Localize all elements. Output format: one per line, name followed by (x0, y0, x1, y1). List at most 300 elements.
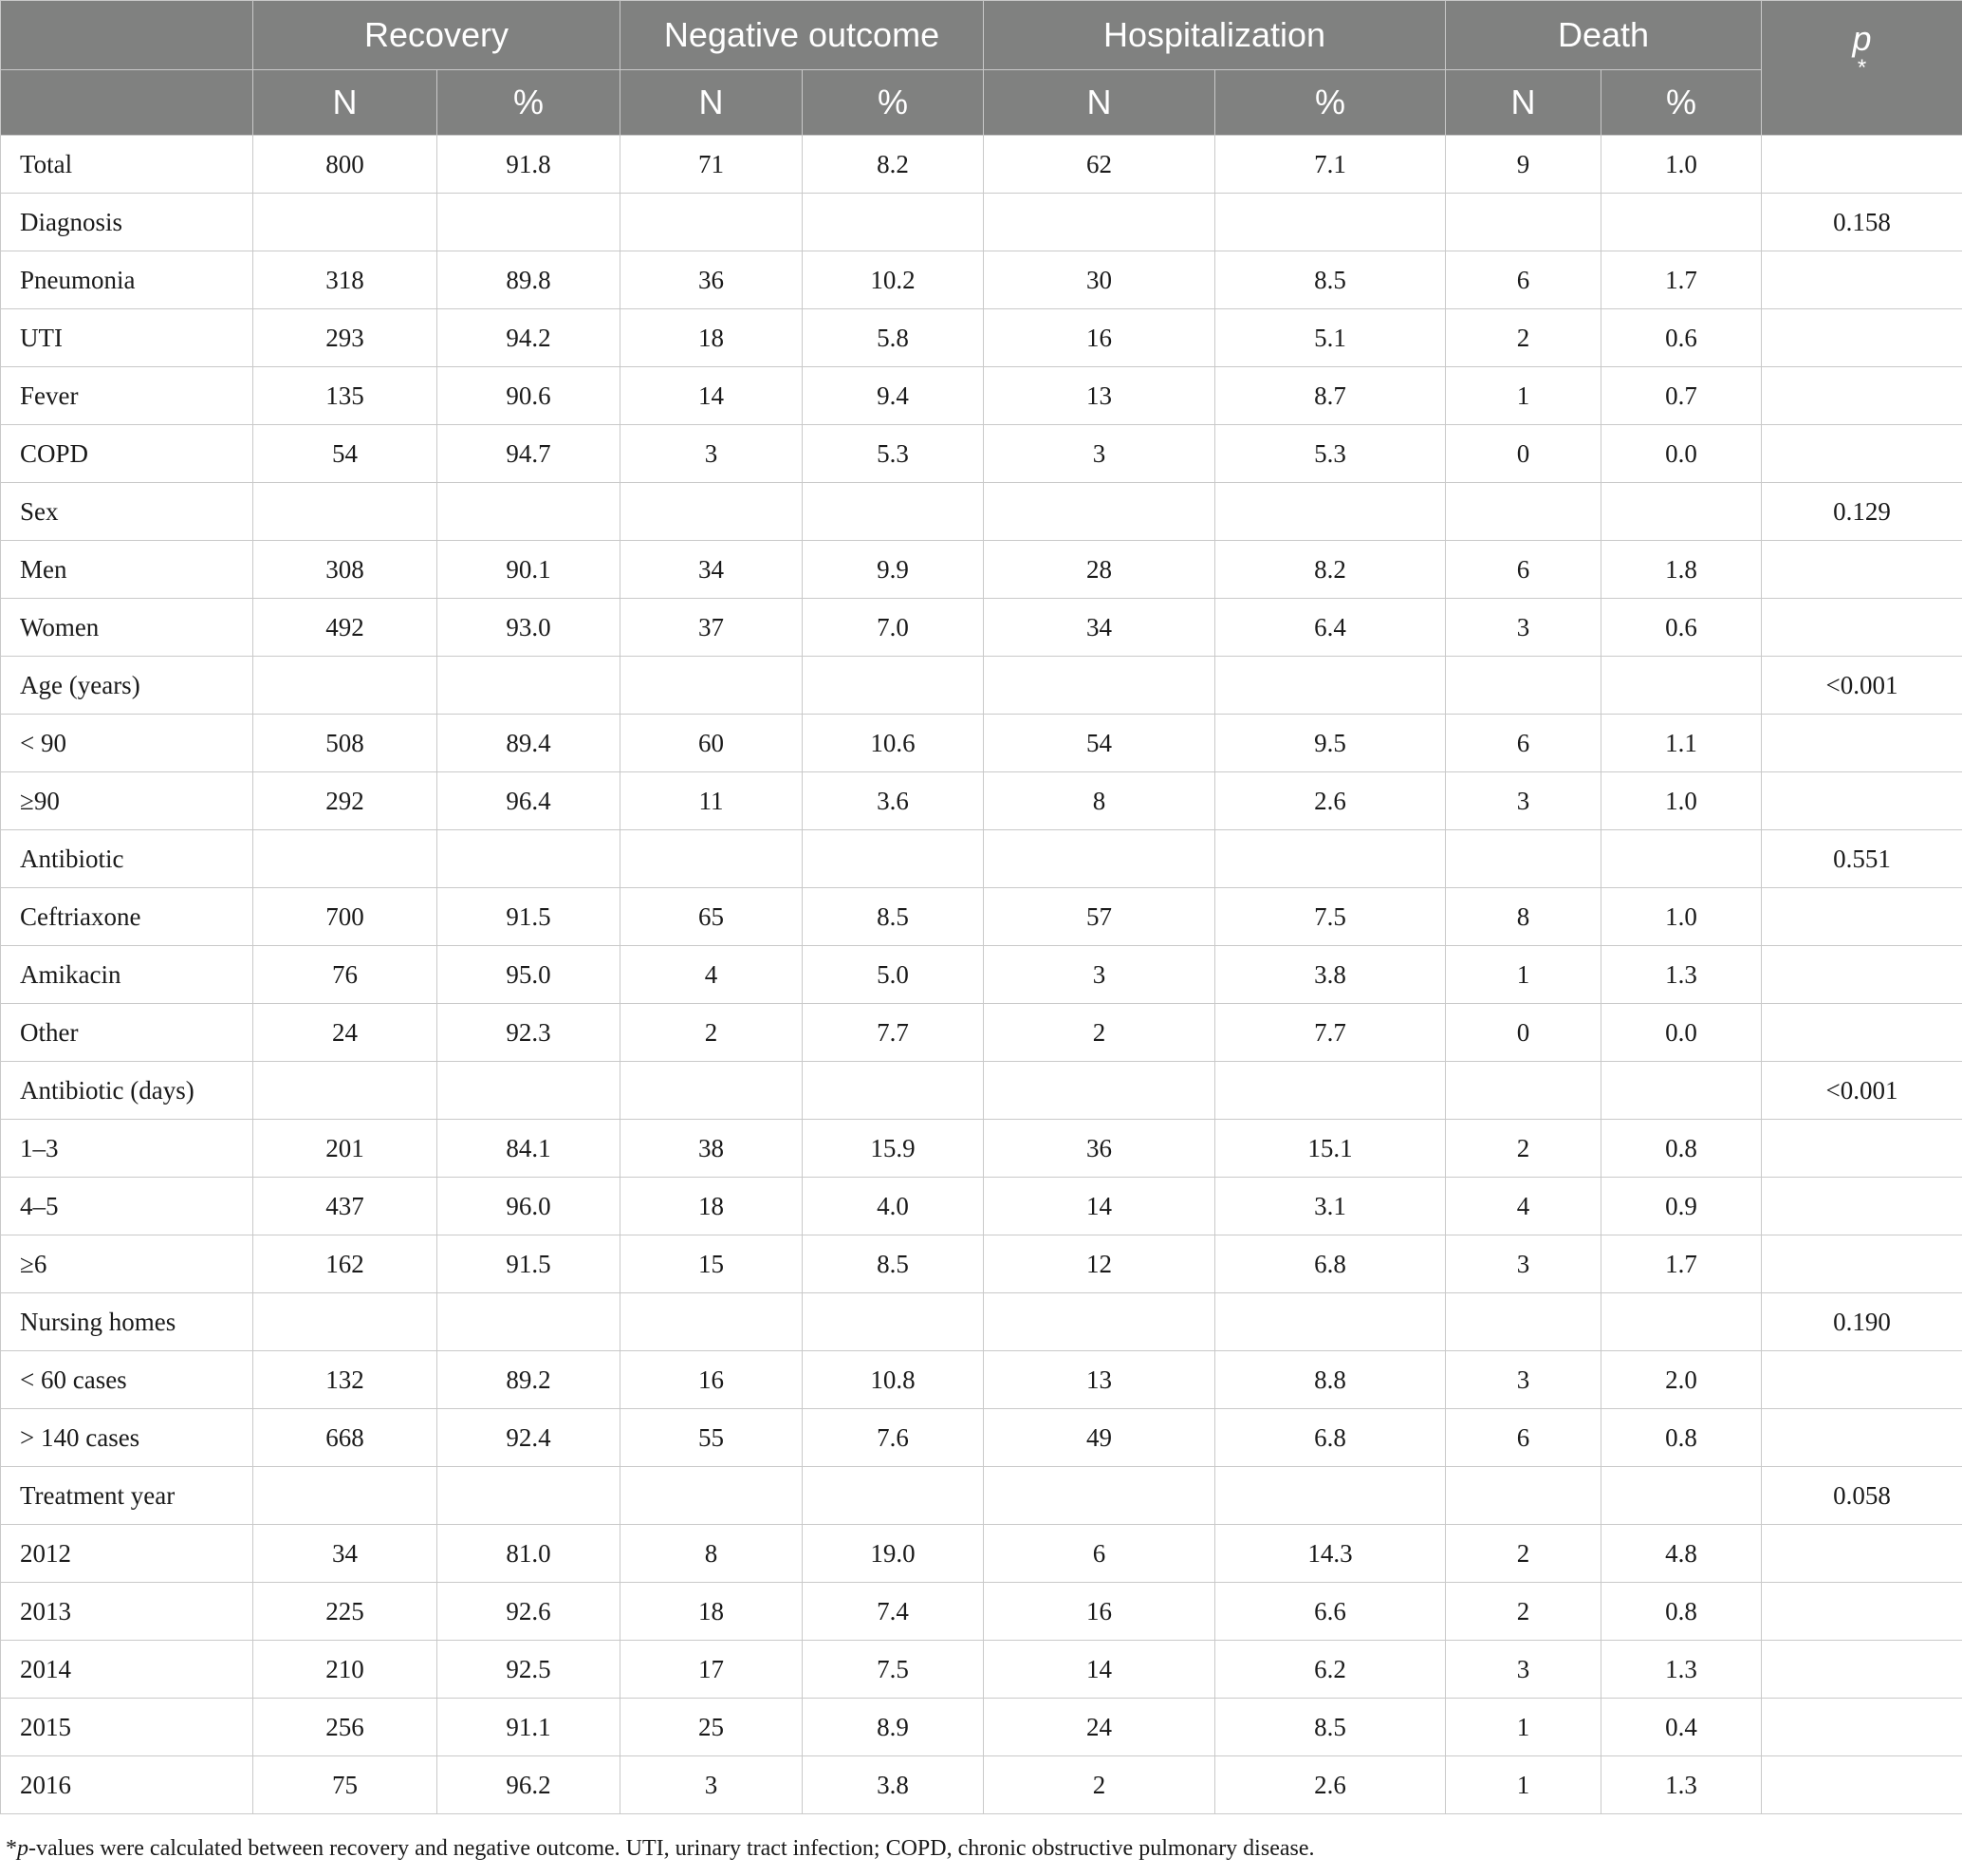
cell-p-value (1762, 1178, 1962, 1235)
cell-recovery-n: 75 (253, 1756, 437, 1814)
subheader-negative-pct: % (803, 70, 984, 136)
cell-hospitalization-n: 49 (984, 1409, 1215, 1467)
cell-p-value: 0.158 (1762, 194, 1962, 251)
cell-negative-pct: 10.8 (803, 1351, 984, 1409)
cell-p-value: 0.129 (1762, 483, 1962, 541)
cell-hospitalization-pct: 7.1 (1215, 136, 1446, 194)
cell-hospitalization-pct: 8.5 (1215, 1699, 1446, 1756)
cell-negative-pct: 9.9 (803, 541, 984, 599)
row-label: COPD (1, 425, 253, 483)
cell-recovery-n (253, 657, 437, 715)
cell-recovery-pct: 94.2 (437, 309, 620, 367)
cell-recovery-n: 76 (253, 946, 437, 1004)
cell-p-value (1762, 946, 1962, 1004)
cell-negative-n: 18 (620, 309, 803, 367)
cell-hospitalization-n: 28 (984, 541, 1215, 599)
cell-death-pct: 1.7 (1601, 1235, 1762, 1293)
cell-death-pct: 1.1 (1601, 715, 1762, 772)
cell-hospitalization-pct: 6.8 (1215, 1235, 1446, 1293)
cell-hospitalization-n: 34 (984, 599, 1215, 657)
row-label: Other (1, 1004, 253, 1062)
row-label: 2016 (1, 1756, 253, 1814)
cell-negative-pct: 7.7 (803, 1004, 984, 1062)
cell-p-value: 0.551 (1762, 830, 1962, 888)
row-label: Women (1, 599, 253, 657)
cell-p-value (1762, 1756, 1962, 1814)
cell-death-n (1446, 194, 1601, 251)
cell-hospitalization-n (984, 1467, 1215, 1525)
cell-death-n: 3 (1446, 1351, 1601, 1409)
cell-death-pct: 0.0 (1601, 1004, 1762, 1062)
cell-hospitalization-pct: 8.8 (1215, 1351, 1446, 1409)
cell-negative-pct: 5.0 (803, 946, 984, 1004)
cell-negative-n: 25 (620, 1699, 803, 1756)
header-corner-cell (1, 1, 253, 70)
cell-hospitalization-pct (1215, 194, 1446, 251)
cell-negative-pct: 3.8 (803, 1756, 984, 1814)
cell-hospitalization-n: 54 (984, 715, 1215, 772)
cell-negative-pct: 4.0 (803, 1178, 984, 1235)
cell-negative-n (620, 657, 803, 715)
cell-negative-pct: 8.5 (803, 1235, 984, 1293)
cell-death-n: 6 (1446, 541, 1601, 599)
subheader-death-n: N (1446, 70, 1601, 136)
row-label: Antibiotic (1, 830, 253, 888)
table-header (1, 1, 1962, 136)
cell-recovery-n: 492 (253, 599, 437, 657)
cell-death-pct: 0.6 (1601, 599, 1762, 657)
cell-recovery-pct: 92.5 (437, 1641, 620, 1699)
cell-recovery-n: 292 (253, 772, 437, 830)
cell-recovery-pct (437, 830, 620, 888)
table-row (1, 194, 1962, 251)
cell-negative-pct (803, 830, 984, 888)
cell-death-n: 6 (1446, 251, 1601, 309)
cell-recovery-pct: 91.5 (437, 1235, 620, 1293)
cell-negative-pct (803, 657, 984, 715)
cell-death-n: 2 (1446, 309, 1601, 367)
cell-recovery-pct: 96.4 (437, 772, 620, 830)
row-label: Ceftriaxone (1, 888, 253, 946)
cell-negative-pct: 19.0 (803, 1525, 984, 1583)
cell-death-pct: 0.9 (1601, 1178, 1762, 1235)
cell-recovery-pct: 94.7 (437, 425, 620, 483)
cell-negative-n (620, 1293, 803, 1351)
p-value-label: p (1852, 19, 1872, 58)
cell-recovery-n: 256 (253, 1699, 437, 1756)
cell-recovery-pct: 91.8 (437, 136, 620, 194)
row-label: Men (1, 541, 253, 599)
subheader-negative-n: N (620, 70, 803, 136)
cell-negative-pct: 7.4 (803, 1583, 984, 1641)
cell-recovery-n: 668 (253, 1409, 437, 1467)
cell-recovery-n: 800 (253, 136, 437, 194)
row-label: < 60 cases (1, 1351, 253, 1409)
cell-death-n: 2 (1446, 1525, 1601, 1583)
table-row (1, 1467, 1962, 1525)
cell-negative-n: 3 (620, 1756, 803, 1814)
table-row (1, 1235, 1962, 1293)
subheader-hospitalization-n: N (984, 70, 1215, 136)
row-label: UTI (1, 309, 253, 367)
cell-death-n: 3 (1446, 1641, 1601, 1699)
table-row (1, 830, 1962, 888)
row-label: Diagnosis (1, 194, 253, 251)
cell-hospitalization-pct: 15.1 (1215, 1120, 1446, 1178)
row-label: Age (years) (1, 657, 253, 715)
row-label: 4–5 (1, 1178, 253, 1235)
table-row (1, 1641, 1962, 1699)
row-label: Fever (1, 367, 253, 425)
cell-death-n: 6 (1446, 1409, 1601, 1467)
cell-hospitalization-n: 57 (984, 888, 1215, 946)
cell-hospitalization-n (984, 830, 1215, 888)
cell-p-value (1762, 888, 1962, 946)
cell-negative-pct (803, 1467, 984, 1525)
table-row (1, 309, 1962, 367)
cell-p-value (1762, 1409, 1962, 1467)
cell-p-value (1762, 1120, 1962, 1178)
cell-hospitalization-pct: 3.1 (1215, 1178, 1446, 1235)
cell-negative-n: 34 (620, 541, 803, 599)
cell-hospitalization-pct: 6.2 (1215, 1641, 1446, 1699)
cell-p-value (1762, 1351, 1962, 1409)
cell-recovery-pct (437, 194, 620, 251)
cell-hospitalization-n: 13 (984, 1351, 1215, 1409)
cell-negative-n (620, 1062, 803, 1120)
cell-negative-pct: 3.6 (803, 772, 984, 830)
cell-hospitalization-n (984, 657, 1215, 715)
cell-negative-pct: 7.5 (803, 1641, 984, 1699)
table-row (1, 1756, 1962, 1814)
cell-death-n: 1 (1446, 1756, 1601, 1814)
cell-recovery-pct (437, 657, 620, 715)
header-p-value (1762, 1, 1962, 136)
cell-recovery-n (253, 1062, 437, 1120)
cell-hospitalization-n: 12 (984, 1235, 1215, 1293)
cell-recovery-n: 201 (253, 1120, 437, 1178)
row-label: Nursing homes (1, 1293, 253, 1351)
cell-recovery-n: 34 (253, 1525, 437, 1583)
cell-recovery-pct: 91.5 (437, 888, 620, 946)
cell-recovery-n (253, 194, 437, 251)
cell-hospitalization-pct (1215, 1293, 1446, 1351)
row-label: Antibiotic (days) (1, 1062, 253, 1120)
cell-hospitalization-pct: 9.5 (1215, 715, 1446, 772)
cell-negative-n: 36 (620, 251, 803, 309)
subheader-death-pct: % (1601, 70, 1762, 136)
row-label: 2012 (1, 1525, 253, 1583)
row-label: 1–3 (1, 1120, 253, 1178)
cell-p-value (1762, 772, 1962, 830)
cell-recovery-n: 700 (253, 888, 437, 946)
cell-death-n: 0 (1446, 425, 1601, 483)
cell-death-n: 1 (1446, 367, 1601, 425)
cell-p-value (1762, 251, 1962, 309)
table-row (1, 772, 1962, 830)
cell-death-pct: 0.8 (1601, 1120, 1762, 1178)
cell-death-pct: 1.3 (1601, 946, 1762, 1004)
table-row (1, 1062, 1962, 1120)
table-row (1, 136, 1962, 194)
cell-death-pct: 0.8 (1601, 1409, 1762, 1467)
cell-hospitalization-n: 2 (984, 1756, 1215, 1814)
cell-negative-pct: 8.2 (803, 136, 984, 194)
row-label: 2014 (1, 1641, 253, 1699)
table-row (1, 1409, 1962, 1467)
cell-hospitalization-pct: 3.8 (1215, 946, 1446, 1004)
header-recovery: Recovery (253, 1, 620, 70)
cell-hospitalization-n (984, 1062, 1215, 1120)
row-label: > 140 cases (1, 1409, 253, 1467)
cell-death-pct: 0.7 (1601, 367, 1762, 425)
cell-p-value (1762, 1641, 1962, 1699)
cell-hospitalization-pct: 2.6 (1215, 1756, 1446, 1814)
cell-hospitalization-n (984, 194, 1215, 251)
footnote-italic-p: p (17, 1836, 28, 1861)
cell-hospitalization-pct: 6.4 (1215, 599, 1446, 657)
cell-recovery-n (253, 483, 437, 541)
subheader-hospitalization-pct: % (1215, 70, 1446, 136)
cell-negative-n: 11 (620, 772, 803, 830)
cell-recovery-pct: 91.1 (437, 1699, 620, 1756)
cell-negative-n: 65 (620, 888, 803, 946)
cell-negative-n: 14 (620, 367, 803, 425)
cell-hospitalization-pct: 8.7 (1215, 367, 1446, 425)
cell-recovery-n (253, 1293, 437, 1351)
cell-recovery-pct: 96.0 (437, 1178, 620, 1235)
cell-recovery-pct: 81.0 (437, 1525, 620, 1583)
cell-negative-pct: 15.9 (803, 1120, 984, 1178)
cell-death-n (1446, 830, 1601, 888)
row-label: 2013 (1, 1583, 253, 1641)
cell-hospitalization-n: 14 (984, 1641, 1215, 1699)
cell-hospitalization-n (984, 483, 1215, 541)
table-row (1, 1351, 1962, 1409)
cell-hospitalization-n: 13 (984, 367, 1215, 425)
header-row-groups (1, 1, 1962, 70)
cell-hospitalization-n: 3 (984, 425, 1215, 483)
footnote-mark: * (6, 1836, 17, 1861)
cell-death-n (1446, 1062, 1601, 1120)
cell-negative-pct (803, 1062, 984, 1120)
table-row (1, 251, 1962, 309)
cell-hospitalization-pct (1215, 1062, 1446, 1120)
cell-negative-pct: 7.0 (803, 599, 984, 657)
footnote-text: -values were calculated between recovery and negative outcome. UTI, urinary tract infection; COPD, chronic obstructive pulmonary disease. (28, 1836, 1315, 1861)
cell-negative-n: 3 (620, 425, 803, 483)
cell-hospitalization-pct (1215, 657, 1446, 715)
cell-death-pct: 0.0 (1601, 425, 1762, 483)
cell-hospitalization-n (984, 1293, 1215, 1351)
cell-death-pct (1601, 483, 1762, 541)
cell-negative-pct (803, 1293, 984, 1351)
cell-death-n: 3 (1446, 1235, 1601, 1293)
table-row (1, 1293, 1962, 1351)
cell-p-value: 0.058 (1762, 1467, 1962, 1525)
cell-negative-n: 55 (620, 1409, 803, 1467)
header-row-subcolumns (1, 70, 1962, 136)
row-label: Pneumonia (1, 251, 253, 309)
table-row (1, 1525, 1962, 1583)
cell-hospitalization-pct (1215, 483, 1446, 541)
row-label: Treatment year (1, 1467, 253, 1525)
cell-death-pct: 2.0 (1601, 1351, 1762, 1409)
cell-death-pct (1601, 657, 1762, 715)
cell-hospitalization-n: 8 (984, 772, 1215, 830)
cell-recovery-n: 508 (253, 715, 437, 772)
cell-death-n: 2 (1446, 1583, 1601, 1641)
table-row (1, 425, 1962, 483)
table-row (1, 946, 1962, 1004)
row-label: Sex (1, 483, 253, 541)
cell-recovery-n: 437 (253, 1178, 437, 1235)
cell-recovery-pct (437, 483, 620, 541)
cell-negative-n: 4 (620, 946, 803, 1004)
cell-hospitalization-n: 36 (984, 1120, 1215, 1178)
cell-hospitalization-pct: 14.3 (1215, 1525, 1446, 1583)
cell-negative-n: 37 (620, 599, 803, 657)
cell-p-value (1762, 136, 1962, 194)
cell-negative-n (620, 483, 803, 541)
table-row (1, 1004, 1962, 1062)
cell-recovery-n: 308 (253, 541, 437, 599)
cell-hospitalization-n: 30 (984, 251, 1215, 309)
subheader-recovery-n: N (253, 70, 437, 136)
cell-recovery-pct (437, 1467, 620, 1525)
cell-negative-n: 60 (620, 715, 803, 772)
row-label: Amikacin (1, 946, 253, 1004)
cell-death-n: 2 (1446, 1120, 1601, 1178)
cell-p-value (1762, 1525, 1962, 1583)
table-row (1, 1120, 1962, 1178)
cell-p-value (1762, 1235, 1962, 1293)
cell-hospitalization-n: 16 (984, 1583, 1215, 1641)
header-death: Death (1446, 1, 1762, 70)
cell-death-n (1446, 1293, 1601, 1351)
cell-death-n: 9 (1446, 136, 1601, 194)
table-footnote (6, 1836, 1314, 1862)
row-label: ≥6 (1, 1235, 253, 1293)
cell-hospitalization-pct: 7.5 (1215, 888, 1446, 946)
cell-hospitalization-n: 14 (984, 1178, 1215, 1235)
cell-recovery-pct: 84.1 (437, 1120, 620, 1178)
cell-death-pct (1601, 1467, 1762, 1525)
cell-hospitalization-n: 16 (984, 309, 1215, 367)
row-label: ≥90 (1, 772, 253, 830)
table-row (1, 541, 1962, 599)
cell-p-value (1762, 367, 1962, 425)
cell-recovery-n: 135 (253, 367, 437, 425)
cell-negative-n: 17 (620, 1641, 803, 1699)
cell-death-n: 3 (1446, 599, 1601, 657)
cell-negative-n: 16 (620, 1351, 803, 1409)
table-row (1, 483, 1962, 541)
cell-death-n (1446, 483, 1601, 541)
cell-recovery-pct: 92.4 (437, 1409, 620, 1467)
cell-death-pct (1601, 194, 1762, 251)
table-row (1, 1583, 1962, 1641)
cell-hospitalization-n: 62 (984, 136, 1215, 194)
cell-death-n: 1 (1446, 946, 1601, 1004)
cell-negative-n: 18 (620, 1583, 803, 1641)
cell-death-pct: 1.0 (1601, 888, 1762, 946)
cell-p-value: <0.001 (1762, 1062, 1962, 1120)
cell-negative-pct: 5.3 (803, 425, 984, 483)
cell-negative-n (620, 1467, 803, 1525)
cell-death-n: 3 (1446, 772, 1601, 830)
cell-negative-n: 2 (620, 1004, 803, 1062)
cell-negative-n: 15 (620, 1235, 803, 1293)
cell-negative-pct (803, 194, 984, 251)
cell-recovery-pct: 89.4 (437, 715, 620, 772)
cell-negative-pct (803, 483, 984, 541)
cell-hospitalization-pct: 8.2 (1215, 541, 1446, 599)
cell-p-value (1762, 715, 1962, 772)
cell-hospitalization-pct (1215, 830, 1446, 888)
header-hospitalization: Hospitalization (984, 1, 1446, 70)
cell-hospitalization-pct: 2.6 (1215, 772, 1446, 830)
p-value-footnote-mark: * (1857, 55, 1867, 81)
cell-recovery-n: 293 (253, 309, 437, 367)
cell-p-value (1762, 541, 1962, 599)
cell-recovery-n (253, 1467, 437, 1525)
cell-death-n: 0 (1446, 1004, 1601, 1062)
table-body (1, 136, 1962, 1814)
cell-death-pct (1601, 1062, 1762, 1120)
cell-negative-pct: 10.2 (803, 251, 984, 309)
cell-negative-n: 71 (620, 136, 803, 194)
cell-p-value (1762, 1583, 1962, 1641)
cell-recovery-pct: 96.2 (437, 1756, 620, 1814)
cell-recovery-n: 162 (253, 1235, 437, 1293)
cell-recovery-n (253, 830, 437, 888)
cell-negative-pct: 5.8 (803, 309, 984, 367)
cell-recovery-pct: 90.1 (437, 541, 620, 599)
cell-negative-pct: 8.5 (803, 888, 984, 946)
cell-p-value (1762, 309, 1962, 367)
cell-recovery-n: 318 (253, 251, 437, 309)
cell-negative-pct: 7.6 (803, 1409, 984, 1467)
table-row (1, 599, 1962, 657)
cell-recovery-pct: 90.6 (437, 367, 620, 425)
cell-death-pct: 1.3 (1601, 1641, 1762, 1699)
cell-p-value: <0.001 (1762, 657, 1962, 715)
cell-negative-n: 38 (620, 1120, 803, 1178)
header-negative-outcome: Negative outcome (620, 1, 984, 70)
row-label: 2015 (1, 1699, 253, 1756)
table-row (1, 367, 1962, 425)
cell-death-n (1446, 657, 1601, 715)
cell-p-value (1762, 599, 1962, 657)
cell-recovery-n: 225 (253, 1583, 437, 1641)
cell-recovery-pct: 95.0 (437, 946, 620, 1004)
cell-death-pct: 1.0 (1601, 772, 1762, 830)
cell-negative-pct: 9.4 (803, 367, 984, 425)
cell-negative-pct: 8.9 (803, 1699, 984, 1756)
cell-negative-n (620, 830, 803, 888)
cell-death-n: 6 (1446, 715, 1601, 772)
cell-death-pct: 0.4 (1601, 1699, 1762, 1756)
cell-death-pct (1601, 1293, 1762, 1351)
cell-death-pct: 0.6 (1601, 309, 1762, 367)
cell-hospitalization-n: 3 (984, 946, 1215, 1004)
cell-negative-pct: 10.6 (803, 715, 984, 772)
cell-recovery-pct: 93.0 (437, 599, 620, 657)
table-row (1, 715, 1962, 772)
cell-death-pct: 0.8 (1601, 1583, 1762, 1641)
cell-death-pct: 1.0 (1601, 136, 1762, 194)
